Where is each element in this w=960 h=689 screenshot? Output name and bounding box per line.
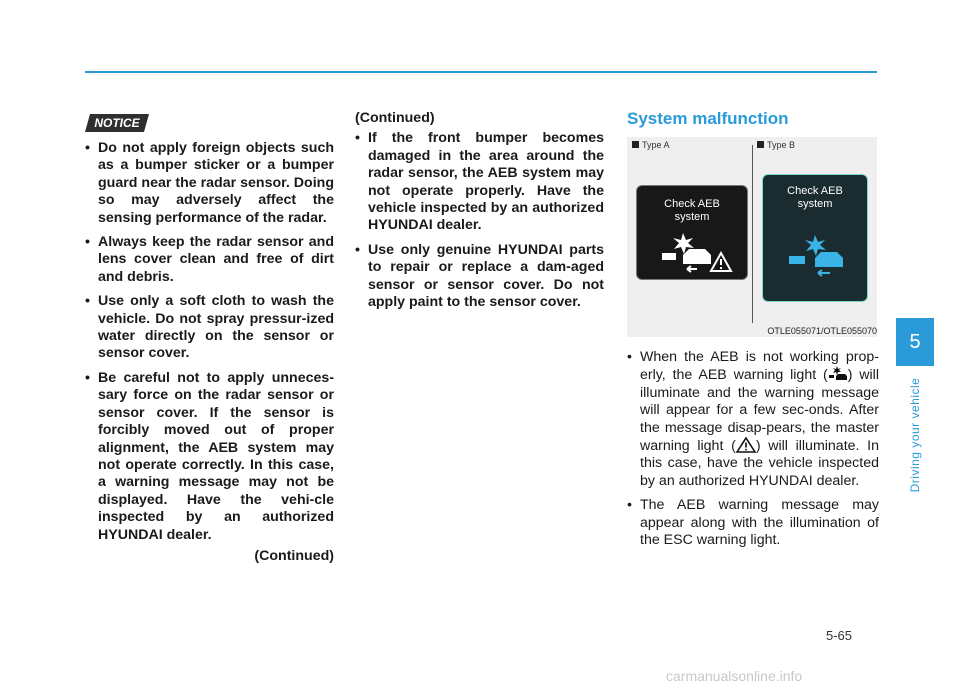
figure-divider bbox=[752, 145, 753, 323]
aeb-warning-light-icon bbox=[828, 366, 848, 382]
cluster-display-type-a bbox=[636, 185, 748, 280]
panel-message-line2: system bbox=[674, 211, 710, 223]
list-item: • Be careful not to apply unneces-sary force on the radar sensor or sensor cover. If the sensor is forcibly moved out of proper alignment, the AEB system may not operate correctly. In this case, a warning message may not be displayed. Have the vehi-cle inspected by an authorized HYUNDAI dealer. bbox=[85, 370, 334, 544]
square-bullet-icon bbox=[632, 141, 639, 148]
chapter-title: Driving your vehicle bbox=[908, 377, 922, 493]
list-item: • Do not apply foreign objects such as a bumper sticker or a bumper guard near the radar sensor. Doing so may adversely affect the sensing performance of the radar. bbox=[85, 140, 334, 227]
panel-message-line1: Check AEB bbox=[664, 198, 720, 210]
square-bullet-icon bbox=[757, 141, 764, 148]
warning-figure bbox=[627, 137, 877, 337]
chapter-tab: 5 bbox=[896, 318, 934, 366]
section-title: System malfunction bbox=[627, 109, 789, 128]
master-warning-icon bbox=[736, 437, 756, 453]
panel-message-line1: Check AEB bbox=[787, 185, 843, 197]
list-item: • When the AEB is not working prop-erly, the AEB warning light ( ) will illuminate and the warning message will appear for a few sec-onds. After the message disap-pears, the master warning light ( ) will illuminate. In this case, have the vehicle inspected by an authorized HYUNDAI dealer. bbox=[627, 349, 879, 490]
notice-column-2 bbox=[355, 110, 604, 318]
list-item: • Use only genuine HYUNDAI parts to repair or replace a dam-aged sensor or sensor cover. Do not apply paint to the sensor cover. bbox=[355, 242, 604, 312]
list-item: • Use only a soft cloth to wash the vehicle. Do not spray pressur-ized water directly on the sensor or sensor cover. bbox=[85, 293, 334, 363]
type-a-label: Type A bbox=[632, 140, 670, 150]
notice-badge bbox=[85, 114, 149, 132]
notice-column-1 bbox=[85, 140, 334, 565]
list-item: • The AEB warning message may appear along with the illumination of the ESC warning light. bbox=[627, 497, 879, 549]
page-number: 5-65 bbox=[826, 628, 853, 643]
watermark: carmanualsonline.info bbox=[666, 668, 803, 684]
list-item: • Always keep the radar sensor and lens cover clean and free of dirt and debris. bbox=[85, 234, 334, 286]
figure-caption: OTLE055071/OTLE055070 bbox=[767, 326, 877, 336]
list-item: • If the front bumper becomes damaged in the area around the radar sensor, the AEB system may not operate properly. Have the vehicle inspected by an authorized HYUNDAI dealer. bbox=[355, 130, 604, 234]
header-rule bbox=[85, 71, 877, 73]
aeb-warning-icon bbox=[653, 231, 737, 273]
aeb-warning-icon bbox=[785, 233, 847, 277]
continued-label: (Continued) bbox=[254, 547, 334, 564]
continued-label: (Continued) bbox=[355, 110, 435, 126]
notice-label: NOTICE bbox=[94, 116, 140, 130]
type-b-label: Type B bbox=[757, 140, 795, 150]
cluster-display-type-b bbox=[762, 174, 868, 302]
panel-message-line2: system bbox=[797, 198, 833, 210]
malfunction-column bbox=[627, 349, 879, 556]
